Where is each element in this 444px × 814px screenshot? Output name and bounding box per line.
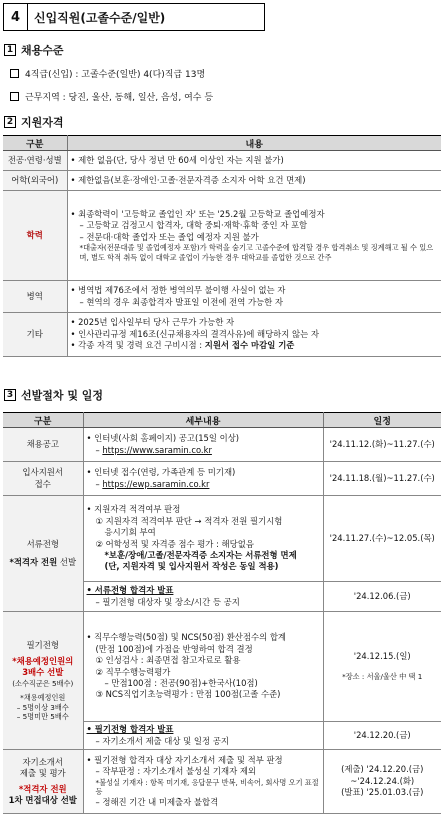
heading-number: 2 bbox=[4, 116, 16, 128]
category-note: – 5명이상 3배수 bbox=[16, 702, 69, 712]
qualifications-table bbox=[3, 135, 441, 357]
url-link[interactable]: https://ewp.saramin.co.kr bbox=[102, 478, 210, 489]
row-content bbox=[67, 281, 441, 313]
category-line: 자기소개서 bbox=[22, 756, 63, 767]
row-content bbox=[83, 750, 323, 814]
hiring-level-text: 4직급(신입) : 고졸수준(일반) 4(다)직급 13명 bbox=[25, 70, 206, 80]
content-line: – 전문대·대학 졸업자 또는 졸업 예정자 지원 불가 bbox=[79, 231, 259, 242]
content-line: • 인터넷(사회 홈페이지) 공고(15일 이상) bbox=[86, 433, 240, 444]
row-date: '24.12.20.(금) bbox=[323, 722, 441, 750]
table-row bbox=[3, 462, 441, 496]
row-content bbox=[83, 612, 323, 722]
table-row bbox=[3, 313, 441, 357]
content-line: – 작부판정 : 자기소개서 불성실 기재자 제외 bbox=[95, 766, 257, 777]
row-date: '24.11.18.(월)~11.27.(수) bbox=[323, 462, 441, 496]
content-line: – 현역의 경우 최종합격자 발표일 이전에 전역 가능한 자 bbox=[79, 296, 283, 307]
row-date: '24.12.06.(금) bbox=[323, 582, 441, 612]
table-row bbox=[3, 171, 441, 191]
content-line: – https://ewp.saramin.co.kr bbox=[95, 478, 210, 489]
column-header: 구분 bbox=[3, 136, 67, 151]
column-header: 구분 bbox=[3, 413, 83, 428]
work-region-line bbox=[10, 90, 213, 103]
date-line: ~'24.12.24.(화) bbox=[350, 775, 415, 786]
content-line: – 만점100점 : 전공(90점)+한국사(10점) bbox=[104, 677, 258, 688]
row-date bbox=[323, 750, 441, 814]
content-note: *보훈/장애/고졸/전문자격증 소지자는 서류전형 면제 bbox=[104, 549, 297, 560]
heading-number: 1 bbox=[4, 44, 16, 56]
content-line: – 자기소개서 제출 대상 및 일정 공지 bbox=[95, 735, 229, 746]
row-category: 병역 bbox=[3, 281, 67, 313]
content-line: – 정해진 기간 내 미제출자 불합격 bbox=[95, 796, 219, 807]
content-line: 응시기회 부여 bbox=[104, 527, 156, 538]
category-note: 1차 면접대상 선발 bbox=[8, 794, 77, 805]
row-category: 전공·연령·성별 bbox=[3, 151, 67, 171]
category-note: *채용예정인원 bbox=[20, 693, 66, 703]
content-note: *대출자(전문대졸 및 졸업예정자 포함)가 학력을 숨기고 고졸수준에 합격할 경우 합격취소 및 징계해고 될 수 있으며, 별도 학적 취득 없이 대학교 졸업이 가능한 경우 대학교를 졸업한 것으로 간주 bbox=[79, 243, 434, 262]
heading-selection-process bbox=[4, 387, 103, 403]
place-note: *장소 : 서울/울산 中 택 1 bbox=[342, 672, 423, 682]
work-region-text: 근무지역 : 당진, 울산, 동해, 일산, 음성, 여수 등 bbox=[25, 93, 214, 103]
category-note: *적격자 전원 bbox=[18, 783, 67, 794]
url-link[interactable]: https://www.saramin.co.kr bbox=[102, 444, 212, 455]
column-header: 내용 bbox=[67, 136, 441, 151]
category-note: 3배수 선발 bbox=[22, 667, 64, 678]
table-row bbox=[3, 281, 441, 313]
table-row bbox=[3, 750, 441, 814]
category-note: (소수직군은 5배수) bbox=[12, 678, 74, 688]
date-line: '24.12.15.(일) bbox=[353, 651, 411, 662]
table-header-row bbox=[3, 136, 441, 151]
row-category: 기타 bbox=[3, 313, 67, 357]
row-content bbox=[83, 428, 323, 462]
table-row bbox=[3, 191, 441, 281]
category-note: *적격자 전원 bbox=[9, 556, 58, 567]
row-category bbox=[3, 496, 83, 612]
column-header: 일정 bbox=[323, 413, 441, 428]
heading-text: 지원자격 bbox=[21, 116, 64, 129]
hiring-level-line bbox=[10, 67, 205, 80]
content-line: ② 어학성적 및 자격증 점수 평가 : 해당없음 bbox=[95, 538, 254, 549]
row-content bbox=[83, 462, 323, 496]
category-note: 선발 bbox=[59, 556, 77, 567]
section-title: 신입직원(고졸수준/일반) bbox=[34, 10, 166, 25]
table-header-row bbox=[3, 413, 441, 428]
category-line: 서류전형 bbox=[26, 539, 59, 550]
table-row bbox=[3, 612, 441, 722]
section-number: 4 bbox=[4, 4, 28, 30]
content-line: (만점 100점)에 가점을 반영하여 합격 결정 bbox=[95, 643, 253, 654]
row-category: 어학(외국어) bbox=[3, 171, 67, 191]
content-line: • 병역법 제76조에서 정한 병역의무 불이행 사실이 없는 자 bbox=[70, 285, 286, 296]
category-line: 제출 및 평가 bbox=[19, 768, 66, 779]
content-line: • 필기전형 합격자 발표 bbox=[86, 724, 174, 735]
category-note: *채용예정인원의 bbox=[12, 656, 74, 667]
heading-qualifications bbox=[4, 114, 64, 130]
content-line: – https://www.saramin.co.kr bbox=[95, 444, 212, 455]
row-category: 학력 bbox=[3, 191, 67, 281]
content-line: – 필기전형 대상자 및 장소/시간 등 공지 bbox=[95, 596, 240, 607]
row-date: '24.11.12.(화)~11.27.(수) bbox=[323, 428, 441, 462]
content-line: – 고등학교 검정고시 합격자, 대학 중퇴·재학·휴학 중인 자 포함 bbox=[79, 220, 308, 231]
date-line: (제출) '24.12.20.(금) bbox=[341, 764, 424, 775]
heading-hiring-level bbox=[4, 42, 64, 58]
content-line: • 인터넷 접수(연령, 가족관계 등 미기재) bbox=[86, 467, 236, 478]
table-row bbox=[3, 428, 441, 462]
content-note: *불성실 기재자 : 항목 미기재, 응답문구 반복, 비속어, 회사명 오기 표절 등 bbox=[95, 777, 319, 797]
content-line: ② 직무수행능력평가 bbox=[95, 666, 171, 677]
content-line: • 인사관리규정 제16조(신규채용자의 결격사유)에 해당하지 않는 자 bbox=[70, 328, 319, 339]
content-line: • 직무수행능력(50점) 및 NCS(50점) 환산점수의 합계 bbox=[86, 632, 287, 643]
category-line: 접수 bbox=[34, 478, 51, 489]
checkbox-icon bbox=[10, 92, 19, 101]
content-line: • 지원자격 적격여부 판정 bbox=[86, 504, 181, 515]
content-text: • 각종 자격 및 경력 요건 구비시점 : bbox=[70, 340, 205, 351]
row-date bbox=[323, 612, 441, 722]
content-line: ③ NCS직업기초능력평가 : 만점 100점(고졸 수준) bbox=[95, 689, 281, 700]
column-header: 세부내용 bbox=[83, 413, 323, 428]
row-content: • 제한 없음(단, 당사 정년 만 60세 이상인 자는 지원 불가) bbox=[67, 151, 441, 171]
row-content bbox=[83, 722, 323, 750]
heading-text: 채용수준 bbox=[21, 44, 64, 57]
content-line: ① 지원자격 적격여부 판단 → 적격자 전원 필기시험 bbox=[95, 515, 283, 526]
content-bold: 지원서 접수 마감일 기준 bbox=[204, 340, 295, 351]
row-content bbox=[67, 313, 441, 357]
content-line: ① 인성검사 : 최종면접 참고자료로 활용 bbox=[95, 655, 241, 666]
content-line: • 2025년 입사일부터 당사 근무가 가능한 자 bbox=[70, 317, 235, 328]
section-title-box bbox=[3, 3, 265, 31]
table-row bbox=[3, 151, 441, 171]
row-content bbox=[83, 496, 323, 582]
row-category bbox=[3, 612, 83, 750]
table-row bbox=[3, 496, 441, 582]
content-note: (단, 지원자격 및 입사지원서 작성은 동일 적용) bbox=[104, 561, 279, 572]
date-line: (발표) '25.01.03.(금) bbox=[341, 787, 424, 798]
heading-number: 3 bbox=[4, 389, 16, 401]
content-line: • 필기전형 합격자 대상 자기소개서 제출 및 적부 판정 bbox=[86, 755, 283, 766]
content-line: • 서류전형 합격자 발표 bbox=[86, 585, 174, 596]
row-category bbox=[3, 750, 83, 814]
category-note: – 5명미만 5배수 bbox=[16, 711, 69, 721]
row-content bbox=[67, 191, 441, 281]
content-line: • 최종학력이 '고등학교 졸업인 자' 또는 '25.2월 고등학교 졸업예정자 bbox=[70, 209, 325, 220]
category-line: 입사지원서 bbox=[22, 467, 63, 478]
row-category bbox=[3, 462, 83, 496]
row-content: • 제한없음(보훈·장애인·고졸·전문자격증 소지자 어학 요건 면제) bbox=[67, 171, 441, 191]
category-line: 필기전형 bbox=[26, 639, 59, 650]
row-content bbox=[83, 582, 323, 612]
selection-table bbox=[3, 412, 441, 814]
row-date: '24.11.27.(수)~12.05.(목) bbox=[323, 496, 441, 582]
heading-text: 선발절차 및 일정 bbox=[21, 389, 104, 402]
checkbox-icon bbox=[10, 69, 19, 78]
content-line bbox=[71, 340, 439, 351]
row-category: 채용공고 bbox=[3, 428, 83, 462]
